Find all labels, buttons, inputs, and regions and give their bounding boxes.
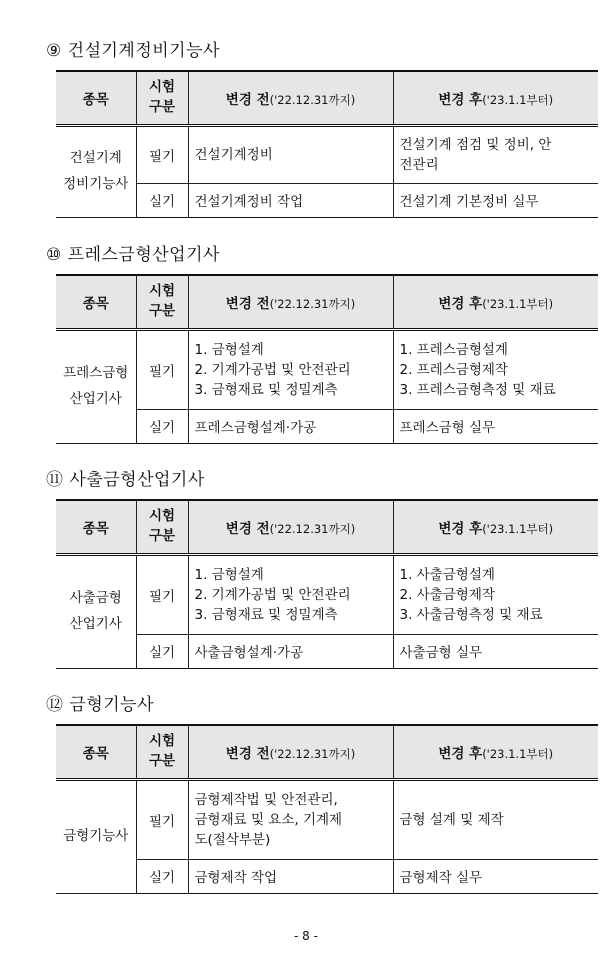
- written-label: 필기: [136, 779, 188, 859]
- section-title: ⑩ 프레스금형산업기사: [46, 245, 220, 265]
- header-item: 종목: [56, 725, 136, 779]
- header-before: 변경 전('22.12.31까지): [188, 500, 393, 554]
- grade-name: 금형기능사: [56, 779, 136, 893]
- written-before: 금형제작법 및 안전관리, 금형재료 및 요소, 기계제 도(절삭부분): [188, 779, 393, 859]
- table-injection-mold: [56, 499, 598, 669]
- written-before: 건설기계정비: [188, 125, 393, 183]
- header-type: 시험 구분: [136, 71, 188, 125]
- header-item: 종목: [56, 275, 136, 329]
- written-before: 1. 금형설계 2. 기계가공법 및 안전관리 3. 금형재료 및 정밀계측: [188, 554, 393, 634]
- written-after: 건설기계 점검 및 정비, 안 전관리: [393, 125, 598, 183]
- written-before: 1. 금형설계 2. 기계가공법 및 안전관리 3. 금형재료 및 정밀계측: [188, 329, 393, 409]
- grade-name: 사출금형 산업기사: [56, 554, 136, 668]
- written-after: 1. 사출금형설계 2. 사출금형제작 3. 사출금형측정 및 재료: [393, 554, 598, 634]
- header-before: 변경 전('22.12.31까지): [188, 725, 393, 779]
- header-item: 종목: [56, 500, 136, 554]
- header-before: 변경 전('22.12.31까지): [188, 275, 393, 329]
- header-type: 시험 구분: [136, 500, 188, 554]
- header-after: 변경 후('23.1.1부터): [393, 500, 598, 554]
- header-before: 변경 전('22.12.31까지): [188, 71, 393, 125]
- written-after: 금형 설계 및 제작: [393, 779, 598, 859]
- practical-after: 프레스금형 실무: [393, 409, 598, 443]
- practical-label: 실기: [136, 409, 188, 443]
- page-number: - 8 -: [294, 929, 318, 943]
- section-title: ⑫ 금형기능사: [46, 695, 155, 715]
- table-press-mold: [56, 274, 598, 444]
- table-mold-craftsman: [56, 724, 598, 894]
- grade-name: 건설기계 정비기능사: [56, 125, 136, 217]
- written-after: 1. 프레스금형설계 2. 프레스금형제작 3. 프레스금형측정 및 재료: [393, 329, 598, 409]
- written-label: 필기: [136, 554, 188, 634]
- header-type: 시험 구분: [136, 725, 188, 779]
- grade-name: 프레스금형 산업기사: [56, 329, 136, 443]
- practical-before: 건설기계정비 작업: [188, 183, 393, 217]
- header-item: 종목: [56, 71, 136, 125]
- table-construction-machinery: [56, 70, 598, 218]
- header-after: 변경 후('23.1.1부터): [393, 725, 598, 779]
- practical-before: 프레스금형설계·가공: [188, 409, 393, 443]
- practical-before: 금형제작 작업: [188, 859, 393, 893]
- practical-after: 사출금형 실무: [393, 634, 598, 668]
- practical-before: 사출금형설계·가공: [188, 634, 393, 668]
- header-type: 시험 구분: [136, 275, 188, 329]
- practical-label: 실기: [136, 183, 188, 217]
- practical-label: 실기: [136, 634, 188, 668]
- practical-label: 실기: [136, 859, 188, 893]
- section-title: ⑪ 사출금형산업기사: [46, 470, 205, 490]
- header-after: 변경 후('23.1.1부터): [393, 275, 598, 329]
- section-title: ⑨ 건설기계정비기능사: [46, 41, 220, 61]
- written-label: 필기: [136, 125, 188, 183]
- practical-after: 금형제작 실무: [393, 859, 598, 893]
- practical-after: 건설기계 기본정비 실무: [393, 183, 598, 217]
- written-label: 필기: [136, 329, 188, 409]
- header-after: 변경 후('23.1.1부터): [393, 71, 598, 125]
